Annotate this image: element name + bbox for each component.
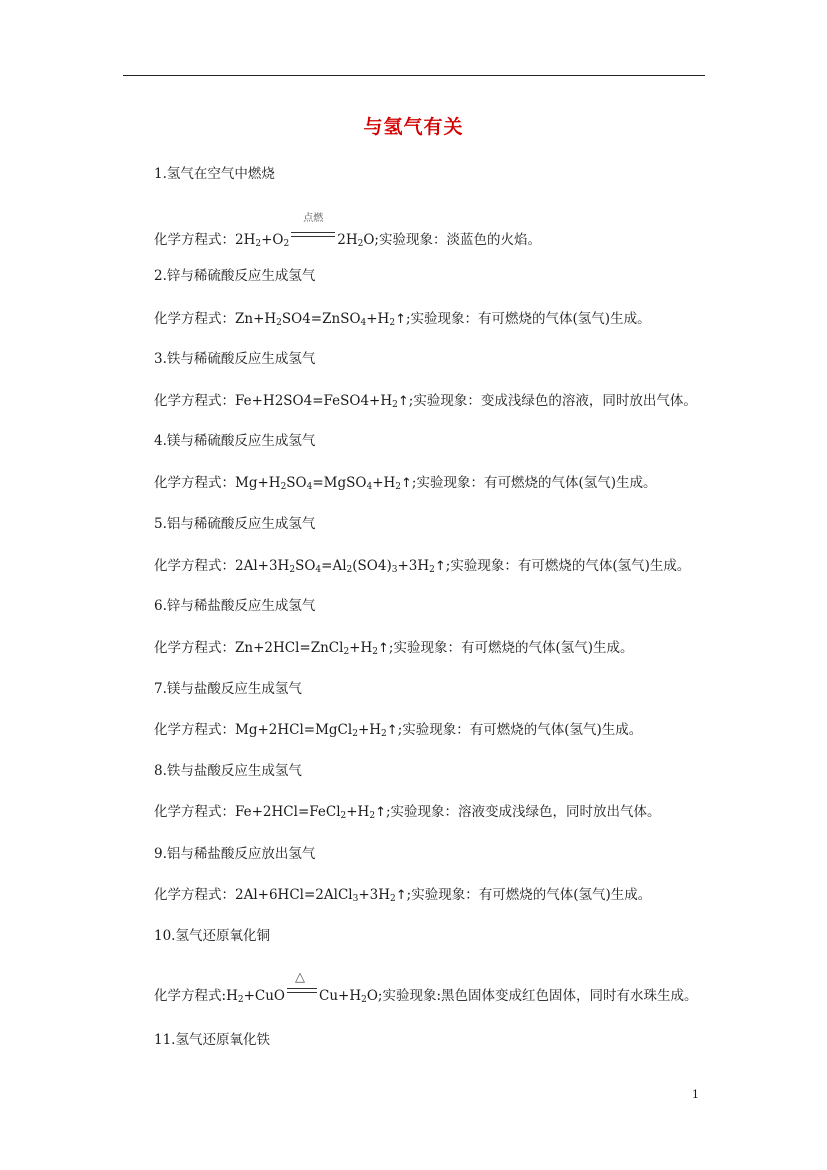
- page-title: 与氢气有关: [363, 116, 464, 138]
- item-heading: 11.氢气还原氧化铁: [154, 1032, 270, 1048]
- item-heading: 10.氢气还原氧化铜: [154, 928, 270, 944]
- equation-label: 化学方程式：: [154, 311, 235, 327]
- observation: ;实验现象：淡蓝色的火焰。: [374, 232, 541, 248]
- observation: ;实验现象：溶液变成浅绿色，同时放出气体。: [385, 804, 661, 820]
- equation-line: [154, 474, 657, 493]
- gas-arrow-icon: ↑: [434, 559, 446, 574]
- item-heading: 5.铝与稀硫酸反应生成氢气: [154, 516, 316, 532]
- chemical-equation: $Fe+2HCl=FeCl_2+H_2↑$: [235, 804, 386, 821]
- equation-line: [154, 803, 661, 822]
- observation: ;实验现象：有可燃烧的气体(氢气)生成。: [388, 640, 634, 656]
- equation-label: 化学方程式：: [154, 475, 235, 491]
- equation-line: [154, 639, 634, 658]
- equation-label: 化学方程式：: [154, 804, 235, 820]
- item-heading: 8.铁与盐酸反应生成氢气: [154, 763, 302, 779]
- observation: ;实验现象：有可燃烧的气体(氢气)生成。: [411, 475, 657, 491]
- equation-label: 化学方程式：: [154, 640, 235, 656]
- equation-label: 化学方程式：: [154, 232, 235, 248]
- item-heading: 4.镁与稀硫酸反应生成氢气: [154, 433, 316, 449]
- item-heading: 3.铁与稀硫酸反应生成氢气: [154, 351, 316, 367]
- equation-label: 化学方程式：: [154, 887, 235, 903]
- equation-label: 化学方程式：: [154, 393, 235, 409]
- item-heading: 1.氢气在空气中燃烧: [154, 166, 275, 182]
- equation-label: 化学方程式：: [154, 722, 235, 738]
- gas-arrow-icon: ↑: [397, 394, 409, 409]
- equation-line: [154, 310, 651, 329]
- item-heading: 2.锌与稀硫酸反应生成氢气: [154, 268, 316, 284]
- gas-arrow-icon: ↑: [386, 723, 398, 738]
- gas-arrow-icon: ↑: [401, 476, 412, 491]
- chemical-equation: $Mg+2HCl=MgCl_2+H_2↑$: [235, 722, 398, 739]
- equation-line: [154, 392, 697, 411]
- equation-line: [154, 970, 698, 1005]
- observation: ;实验现象：变成浅绿色的溶液，同时放出气体。: [408, 393, 697, 409]
- item-heading: 9.铝与稀盐酸反应放出氢气: [154, 846, 316, 862]
- chemical-equation: $Zn+H_2SO4=ZnSO_4+H_2↑$: [235, 311, 406, 328]
- chemical-equation: $2Al+6HCl=2AlCl_3+3H_2↑$: [235, 887, 407, 904]
- chemical-equation: $Fe+H2SO4=FeSO4+H_2↑$: [235, 393, 409, 410]
- item-heading: 6.锌与稀盐酸反应生成氢气: [154, 598, 316, 614]
- heat-condition-icon: △: [285, 982, 319, 1000]
- gas-arrow-icon: ↑: [395, 888, 407, 903]
- equation-label: 化学方程式:: [154, 988, 227, 1004]
- observation: ;实验现象：有可燃烧的气体(氢气)生成。: [397, 722, 643, 738]
- chemical-equation: $2Al+3H_2SO_4=Al_2(SO4)_3+3H_2↑$: [235, 558, 446, 575]
- equation-line: [154, 213, 541, 249]
- equation-label: 化学方程式：: [154, 558, 235, 574]
- gas-arrow-icon: ↑: [378, 641, 389, 656]
- observation: ;实验现象：有可燃烧的气体(氢气)生成。: [406, 887, 652, 903]
- reaction-condition: 点燃: [289, 226, 337, 244]
- chemical-equation: $2H_2+O_2$ 点燃 $2H_2O$: [235, 213, 375, 249]
- chemical-equation: $Zn+2HCl=ZnCl_2+H_2↑$: [235, 640, 389, 657]
- item-heading: 7.镁与盐酸反应生成氢气: [154, 681, 302, 697]
- equation-line: [154, 557, 690, 576]
- chemical-equation: $H_2+CuO$ △ $Cu+H_2O$: [226, 970, 378, 1005]
- header-rule: [123, 75, 705, 76]
- gas-arrow-icon: ↑: [375, 805, 386, 820]
- observation: ;实验现象：有可燃烧的气体(氢气)生成。: [445, 558, 691, 574]
- observation: ;实验现象:黑色固体变成红色固体，同时有水珠生成。: [377, 988, 698, 1004]
- chemical-equation: $Mg+H_2SO_4=MgSO_4+H_2↑$: [235, 475, 412, 492]
- observation: ;实验现象：有可燃烧的气体(氢气)生成。: [405, 311, 651, 327]
- page-number: 1: [692, 1088, 699, 1101]
- equation-line: [154, 886, 651, 905]
- gas-arrow-icon: ↑: [395, 312, 406, 327]
- equation-line: [154, 721, 642, 740]
